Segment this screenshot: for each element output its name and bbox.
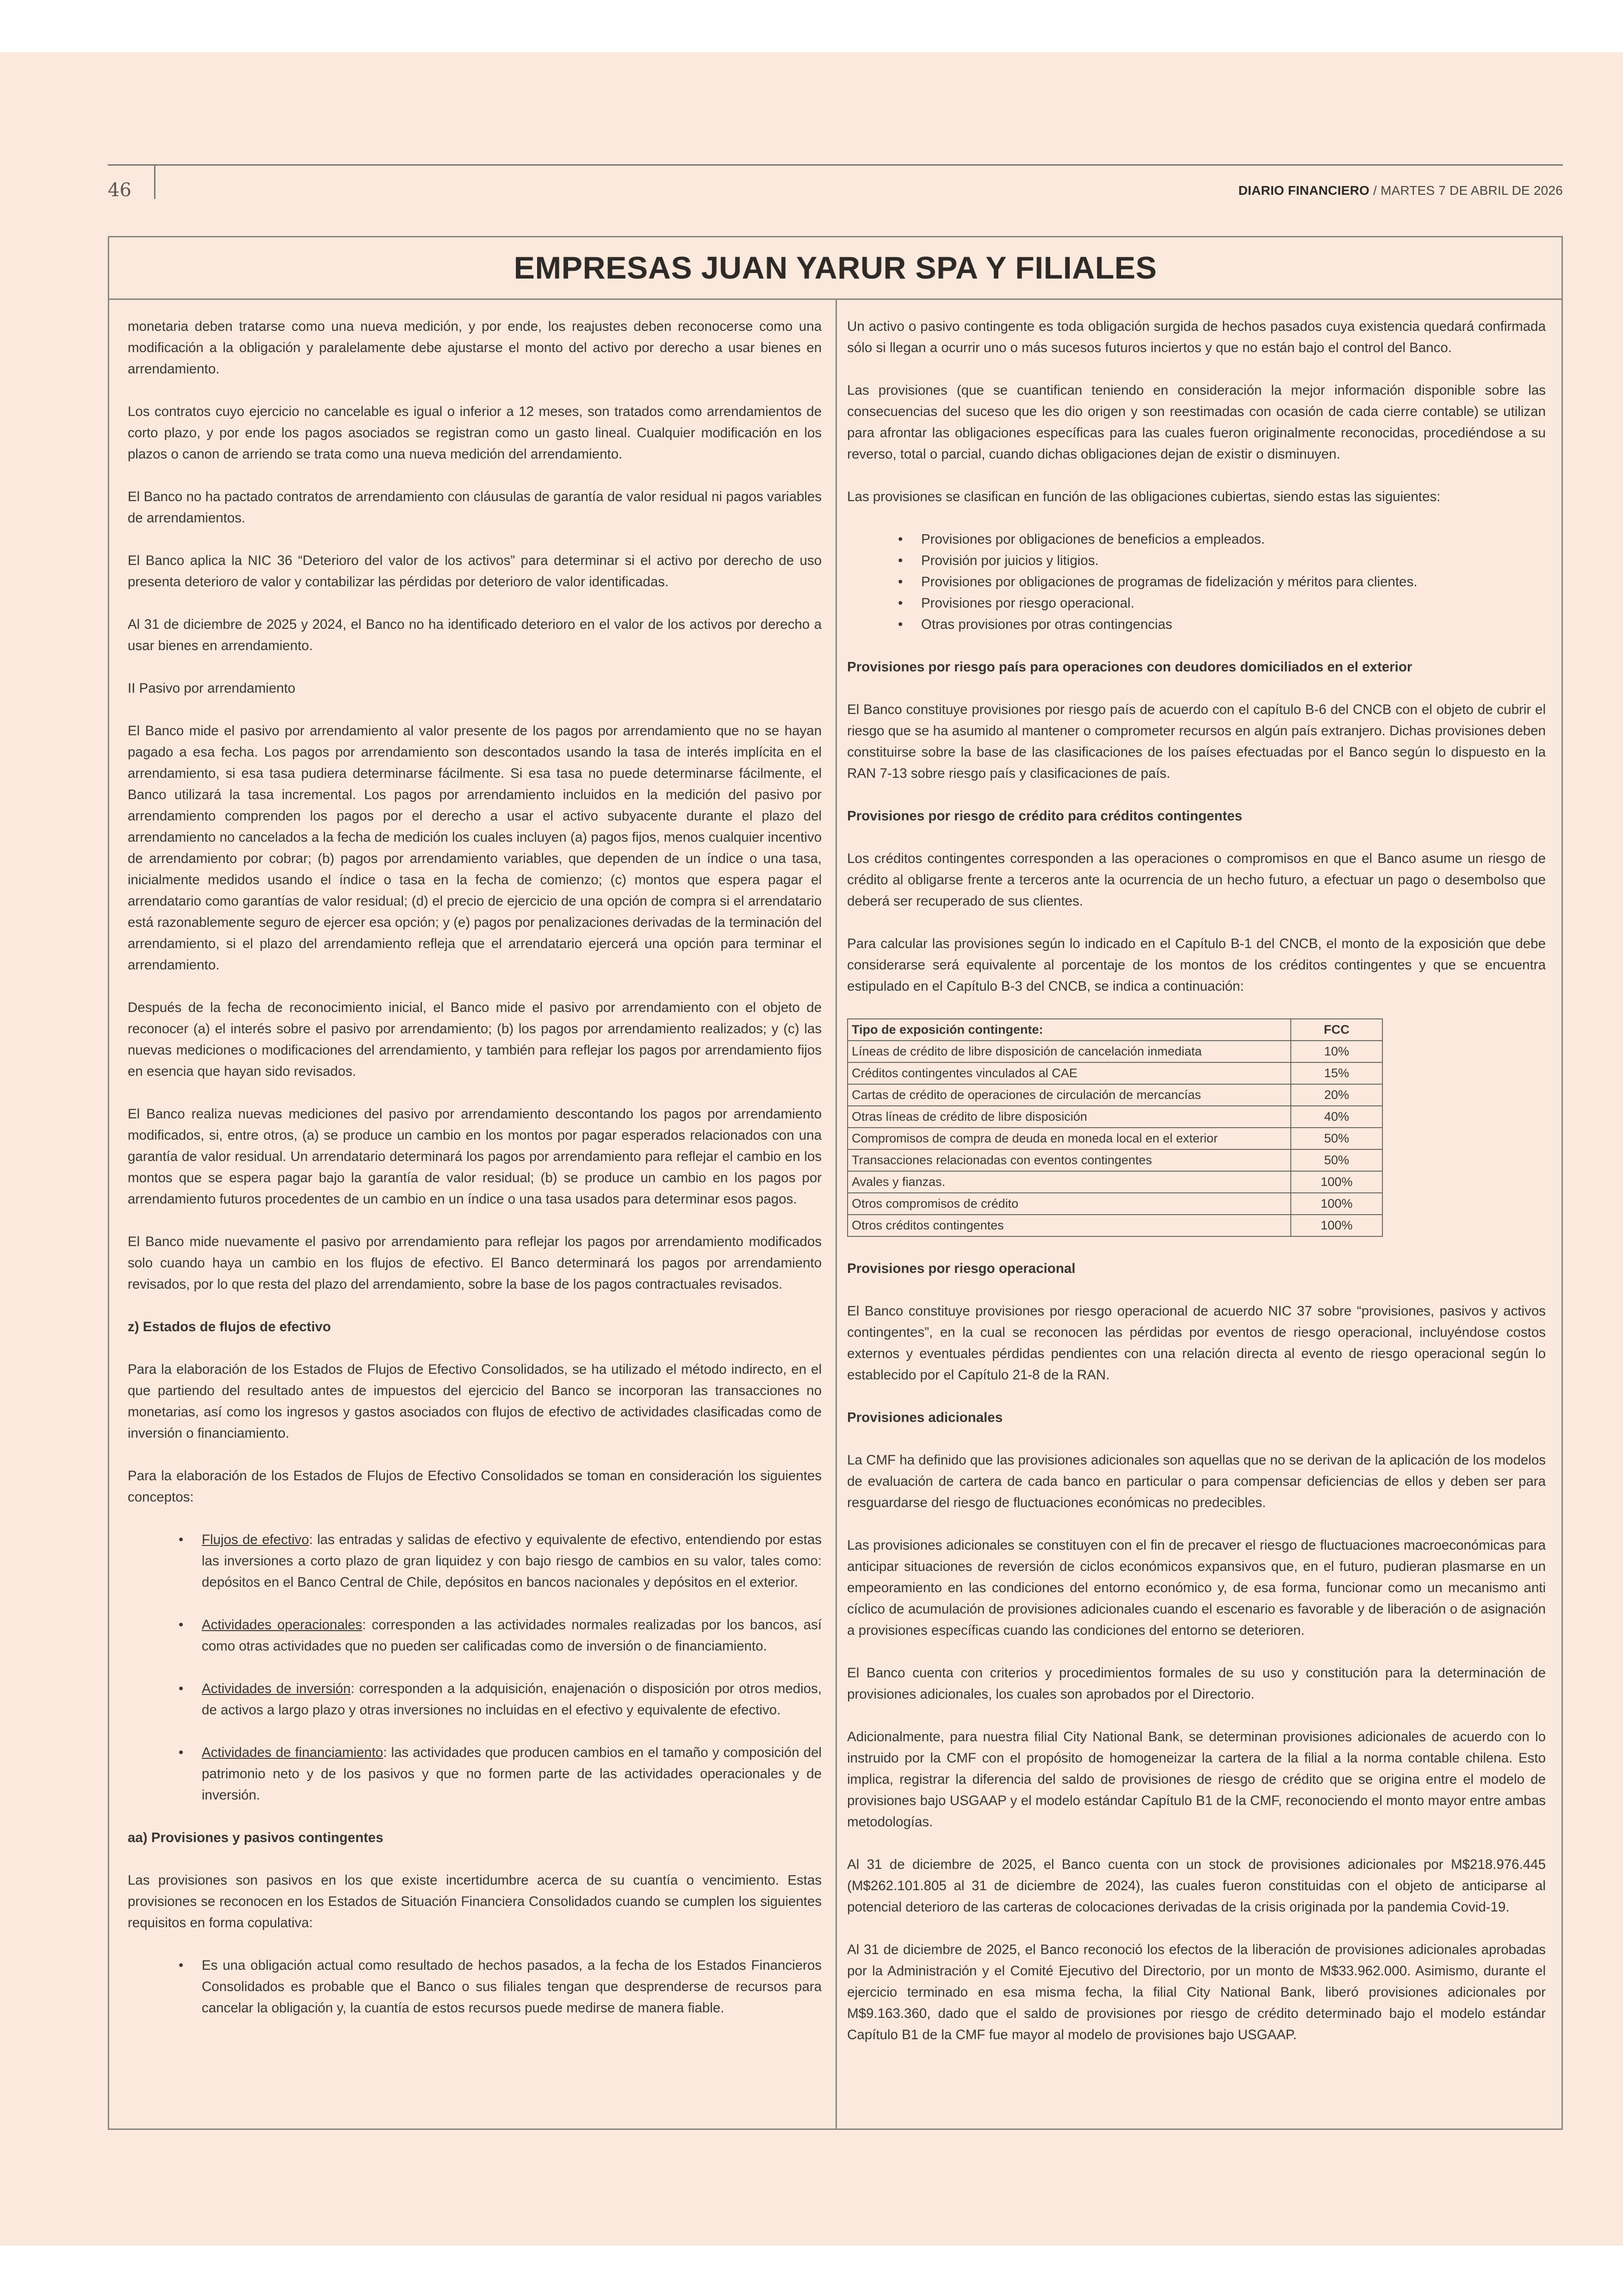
list-item xyxy=(202,1614,822,1657)
fcc-cell: 100% xyxy=(1291,1171,1382,1193)
paragraph: Los contratos cuyo ejercicio no cancelable es igual o inferior a 12 meses, son tratados como arrendamientos de corto plazo, y por ende los pagos asociados se registran como un gasto lineal. Cualquier modificación en los plazos o canon de arriendo se trata como una nueva medición del arrendamiento. xyxy=(128,404,822,462)
table-row xyxy=(848,1106,1382,1128)
header-rule xyxy=(108,164,1563,166)
table-row xyxy=(848,1193,1382,1215)
fcc-cell: 50% xyxy=(1291,1149,1382,1171)
table-row xyxy=(848,1062,1382,1084)
list-item: • Es una obligación actual como resultado de hechos pasados, a la fecha de los Estados Financieros Consolidados es probable que el Banco o sus filiales tengan que desprenderse de recursos para cancelar la obligación y, la cuantía de estos recursos puede medirse de manera fiable. xyxy=(202,1955,822,2019)
paragraph: monetaria deben tratarse como una nueva medición, y por ende, los reajustes deben reconocerse como una modificación a la obligación y paralelamente debe ajustarse el monto del activo por derecho a usar bienes en arrendamiento. xyxy=(128,319,822,377)
exposure-cell: Transacciones relacionadas con eventos contingentes xyxy=(848,1149,1291,1171)
exposure-cell: Avales y fianzas. xyxy=(848,1171,1291,1193)
exposure-cell: Otros compromisos de crédito xyxy=(848,1193,1291,1215)
concept-term: Actividades de financiamiento xyxy=(202,1745,384,1760)
paragraph: El Banco constituye provisiones por riesgo operacional de acuerdo NIC 37 sobre “provisiones, pasivos y activos contingentes”, en la cual se reconocen las pérdidas por eventos de riesgo operacional, incluyéndose costos externos y eventuales pérdidas pendientes con una relación directa al evento de riesgo operacional según lo establecido por el Capítulo 21-8 de la RAN. xyxy=(847,1303,1546,1383)
paragraph: El Banco constituye provisiones por riesgo país de acuerdo con el capítulo B-6 del CNCB con el objeto de cubrir el riesgo que se ha asumido al mantener o comprometer recursos en algún país extranjero. Dichas provisiones deben constituirse sobre la base de las clasificaciones de los países efectuadas por el Banco según lo dispuesto en la RAN 7-13 sobre riesgo país y clasificaciones de país. xyxy=(847,702,1546,781)
paragraph: El Banco no ha pactado contratos de arrendamiento con cláusulas de garantía de valor residual ni pagos variables de arrendamientos. xyxy=(128,489,822,526)
column-divider xyxy=(836,300,837,2128)
right-column xyxy=(847,316,1546,2067)
exposure-cell: Compromisos de compra de deuda en moneda local en el exterior xyxy=(848,1128,1291,1149)
masthead-separator: / xyxy=(1369,183,1381,198)
table-header-row xyxy=(848,1019,1382,1041)
table-row xyxy=(848,1041,1382,1062)
concepts-list xyxy=(128,1529,822,1806)
requirements-list xyxy=(128,1955,822,2019)
column-header-fcc: FCC xyxy=(1291,1019,1382,1041)
left-column xyxy=(128,316,822,2040)
paragraph: Para la elaboración de los Estados de Flujos de Efectivo Consolidados se toman en consideración los siguientes conceptos: xyxy=(128,1468,822,1505)
table-row xyxy=(848,1215,1382,1236)
paragraph: Para la elaboración de los Estados de Flujos de Efectivo Consolidados, se ha utilizado el método indirecto, en el que partiendo del resultado antes de impuestos del ejercicio del Banco se incorporan las transacciones no monetarias, así como los ingresos y gastos asociados con flujos de efectivo de actividades clasificadas como de inversión o financiamiento. xyxy=(128,1362,822,1441)
paragraph: Las provisiones son pasivos en los que existe incertidumbre acerca de su cuantía o vencimiento. Estas provisiones se reconocen en los Estados de Situación Financiera Consolidados cuando se cumplen los siguientes requisitos en forma copulativa: xyxy=(128,1873,822,1930)
concept-text: : corresponden a las actividades normales realizadas por los bancos, así como otras actividades que no pueden ser calificadas como de inversión o de financiamiento. xyxy=(202,1617,822,1654)
paragraph: El Banco aplica la NIC 36 “Deterioro del valor de los activos” para determinar si el activo por derecho de uso presenta deterioro de valor y contabilizar las pérdidas por deterioro de valor identificadas. xyxy=(128,553,822,590)
paragraph: Al 31 de diciembre de 2025, el Banco reconoció los efectos de la liberación de provisiones adicionales aprobadas por la Administración y el Comité Ejecutivo del Directorio, por un monto de M$33.962.000. Asimismo, durante el ejercicio terminado en esa misma fecha, la filial City National Bank, liberó provisiones adicionales por M$9.163.360, dado que el saldo de provisiones por riesgo de crédito determinado bajo el modelo estándar Capítulo B1 de la CMF fue mayor al modelo de provisiones bajo USGAAP. xyxy=(847,1942,1546,2042)
paragraph: La CMF ha definido que las provisiones adicionales son aquellas que no se derivan de la aplicación de los modelos de evaluación de cartera de cada banco en particular o para compensar deficiencias de ellos y deben ser para resguardarse del riesgo de fluctuaciones económicas no predecibles. xyxy=(847,1452,1546,1510)
paragraph: El Banco mide el pasivo por arrendamiento al valor presente de los pagos por arrendamiento que no se hayan pagado a esa fecha. Los pagos por arrendamiento son descontados usando la tasa de interés implícita en el arrendamiento, si esa tasa pudiera determinarse fácilmente. Si esa tasa no puede determinarse fácilmente, el Banco utilizará la tasa incremental. Los pagos por arrendamiento incluidos en la medición del pasivo por arrendamiento comprenden los pagos por el derecho a usar el activo subyacente durante el plazo del arrendamiento no cancelados a la fecha de medición los cuales incluyen (a) pagos fijos, menos cualquier incentivo de arrendamiento por cobrar; (b) pagos por arrendamiento variables, que dependen de un índice o una tasa, inicialmente medidos usando el índice o tasa en la fecha de comienzo; (c) montos que espera pagar el arrendatario como garantías de valor residual; (d) el precio de ejercicio de una opción de compra si el arrendatario está razonablemente seguro de ejercer esa opción; y (e) pagos por penalizaciones derivadas de la terminación del arrendamiento, si el plazo del arrendamiento refleja que el arrendatario ejercerá una opción para terminar el arrendamiento. xyxy=(128,723,822,973)
fcc-cell: 50% xyxy=(1291,1128,1382,1149)
paragraph: Después de la fecha de reconocimiento inicial, el Banco mide el pasivo por arrendamiento con el objeto de reconocer (a) el interés sobre el pasivo por arrendamiento; (b) los pagos por arrendamiento realizados; y (c) las nuevas mediciones o modificaciones del arrendamiento, y también para reflejar los pagos por arrendamiento fijos en esencia que hayan sido revisados. xyxy=(128,1000,822,1079)
fcc-cell: 100% xyxy=(1291,1215,1382,1236)
exposure-cell: Créditos contingentes vinculados al CAE xyxy=(848,1062,1291,1084)
section-heading: Provisiones por riesgo operacional xyxy=(847,1261,1076,1276)
fcc-cell: 20% xyxy=(1291,1084,1382,1106)
paragraph: Las provisiones adicionales se constituyen con el fin de precaver el riesgo de fluctuaciones macroeconómicas para anticipar situaciones de reversión de ciclos económicos expansivos que, en el futuro, pudieran plasmarse en un empeoramiento en las condiciones del entorno económico y, de esa forma, funcionar como un mecanismo anti cíclico de acumulación de provisiones adicionales cuando el escenario es favorable y de liberación o de asignación a provisiones específicas cuando las condiciones del entorno se deterioren. xyxy=(847,1538,1546,1638)
section-heading: aa) Provisiones y pasivos contingentes xyxy=(128,1830,384,1845)
paragraph: El Banco realiza nuevas mediciones del pasivo por arrendamiento descontando los pagos por arrendamiento modificados, si, entre otros, (a) se produce un cambio en los montos por pagar esperados relacionados con una garantía de valor residual. Un arrendatario determinará los pagos por arrendamiento para reflejar el cambio en los montos que se espera pagar bajo la garantía de valor residual; (b) se produce un cambio en los pagos por arrendamiento futuros procedentes de un cambio en un índice o una tasa usados para determinar esos pagos. xyxy=(128,1106,822,1207)
section-heading: Provisiones por riesgo de crédito para créditos contingentes xyxy=(847,808,1243,824)
article-title: EMPRESAS JUAN YARUR SPA Y FILIALES xyxy=(109,237,1561,300)
subsection-label: II Pasivo por arrendamiento xyxy=(128,681,296,696)
exposure-cell: Otros créditos contingentes xyxy=(848,1215,1291,1236)
paragraph: El Banco cuenta con criterios y procedimientos formales de su uso y constitución para la determinación de provisiones adicionales, los cuales son aprobados por el Directorio. xyxy=(847,1665,1546,1702)
paragraph: Los créditos contingentes corresponden a las operaciones o compromisos en que el Banco asume un riesgo de crédito al obligarse frente a terceros ante la ocurrencia de un hecho futuro, a efectuar un pago o desembolso que deberá ser recuperado de sus clientes. xyxy=(847,851,1546,909)
column-header-exposure: Tipo de exposición contingente: xyxy=(848,1019,1291,1041)
paragraph: Un activo o pasivo contingente es toda obligación surgida de hechos pasados cuya existencia quedará confirmada sólo si llegan a ocurrir uno o más sucesos futuros inciertos y que no están bajo el control del Banco. xyxy=(847,319,1546,355)
concept-term: Actividades operacionales xyxy=(202,1617,362,1632)
concept-term: Flujos de efectivo xyxy=(202,1532,309,1547)
paragraph: Adicionalmente, para nuestra filial City National Bank, se determinan provisiones adicionales de acuerdo con lo instruido por la CMF con el propósito de homogeneizar la cartera de la filial a la norma contable chilena. Esto implica, registrar la diferencia del saldo de provisiones de riesgo de crédito que se origina entre el modelo de provisiones bajo USGAAP y el modelo estándar Capítulo B1 de la CMF, reconociendo el monto mayor entre ambas metodologías. xyxy=(847,1729,1546,1830)
fcc-cell: 10% xyxy=(1291,1041,1382,1062)
list-item: • Provisiones por obligaciones de beneficios a empleados. xyxy=(921,529,1546,550)
list-item: • Provisiones por riesgo operacional. xyxy=(921,593,1546,614)
paragraph: Al 31 de diciembre de 2025, el Banco cuenta con un stock de provisiones adicionales por M$218.976.445 (M$262.101.805 al 31 de diciembre de 2024), las cuales fueron constituidas con el objeto de anticiparse al potencial deterioro de las carteras de colocaciones derivadas de la crisis originada por la pandemia Covid-19. xyxy=(847,1857,1546,1915)
publication-date: MARTES 7 DE ABRIL DE 2026 xyxy=(1380,183,1563,198)
paragraph: Las provisiones (que se cuantifican teniendo en consideración la mejor información disponible sobre las consecuencias del suceso que les dio origen y son reestimadas con ocasión de cada cierre contable) se utilizan para afrontar las obligaciones específicas para las cuales fueron originalmente reconocidas, procediéndose a su reverso, total o parcial, cuando dichas obligaciones dejan de existir o disminuyen. xyxy=(847,383,1546,462)
paragraph: Las provisiones se clasifican en función de las obligaciones cubiertas, siendo estas las siguientes: xyxy=(847,489,1441,504)
table-row xyxy=(848,1171,1382,1193)
fcc-cell: 40% xyxy=(1291,1106,1382,1128)
section-heading: Provisiones adicionales xyxy=(847,1410,1003,1425)
list-item: • Otras provisiones por otras contingencias xyxy=(921,614,1546,635)
concept-term: Actividades de inversión xyxy=(202,1681,351,1696)
fcc-cell: 15% xyxy=(1291,1062,1382,1084)
concept-text: : corresponden a la adquisición, enajenación o disposición por otros medios, de activos a largo plazo y otras inversiones no incluidas en el efectivo y equivalente de efectivo. xyxy=(202,1681,822,1718)
list-item xyxy=(202,1742,822,1806)
section-heading: Provisiones por riesgo país para operaciones con deudores domiciliados en el exterior xyxy=(847,659,1412,675)
table-row xyxy=(848,1149,1382,1171)
page-number-divider xyxy=(154,166,155,199)
exposure-cell: Otras líneas de crédito de libre disposición xyxy=(848,1106,1291,1128)
fcc-table xyxy=(847,1018,1383,1237)
paragraph: Para calcular las provisiones según lo indicado en el Capítulo B-1 del CNCB, el monto de la exposición que debe considerarse será equivalente al porcentaje de los montos de los créditos contingentes y que se encuentra estipulado en el Capítulo B-3 del CNCB, se indica a continuación: xyxy=(847,936,1546,994)
concept-text: : las entradas y salidas de efectivo y equivalente de efectivo, entendiendo por estas las inversiones a corto plazo de gran liquidez y con bajo riesgo de cambios en su valor, tales como: depósitos en el Banco Central de Chile, depósitos en bancos nacionales y depósitos en el exterior. xyxy=(202,1532,822,1590)
paragraph: El Banco mide nuevamente el pasivo por arrendamiento para reflejar los pagos por arrendamiento modificados solo cuando haya un cambio en los flujos de efectivo. El Banco determinará los pagos por arrendamiento revisados, por lo que resta del plazo del arrendamiento, sobre la base de los pagos contractuales revisados. xyxy=(128,1234,822,1292)
table-row xyxy=(848,1084,1382,1106)
concept-text: : las actividades que producen cambios en el tamaño y composición del patrimonio neto y de los pasivos y que no formen parte de las actividades operacionales y de inversión. xyxy=(202,1745,822,1803)
masthead xyxy=(1239,183,1563,198)
provision-types-list xyxy=(847,529,1546,635)
paragraph: Al 31 de diciembre de 2025 y 2024, el Banco no ha identificado deterioro en el valor de los activos por derecho a usar bienes en arrendamiento. xyxy=(128,617,822,653)
article-frame xyxy=(108,236,1563,2130)
page-number: 46 xyxy=(108,180,131,201)
list-item: • Provisiones por obligaciones de programas de fidelización y méritos para clientes. xyxy=(921,571,1546,593)
list-item xyxy=(202,1529,822,1593)
exposure-cell: Líneas de crédito de libre disposición de cancelación inmediata xyxy=(848,1041,1291,1062)
fcc-cell: 100% xyxy=(1291,1193,1382,1215)
list-item: • Provisión por juicios y litigios. xyxy=(921,550,1546,571)
table-row xyxy=(848,1128,1382,1149)
publication-name: DIARIO FINANCIERO xyxy=(1238,183,1369,198)
section-heading: z) Estados de flujos de efectivo xyxy=(128,1319,331,1334)
list-item xyxy=(202,1678,822,1721)
exposure-cell: Cartas de crédito de operaciones de circulación de mercancías xyxy=(848,1084,1291,1106)
